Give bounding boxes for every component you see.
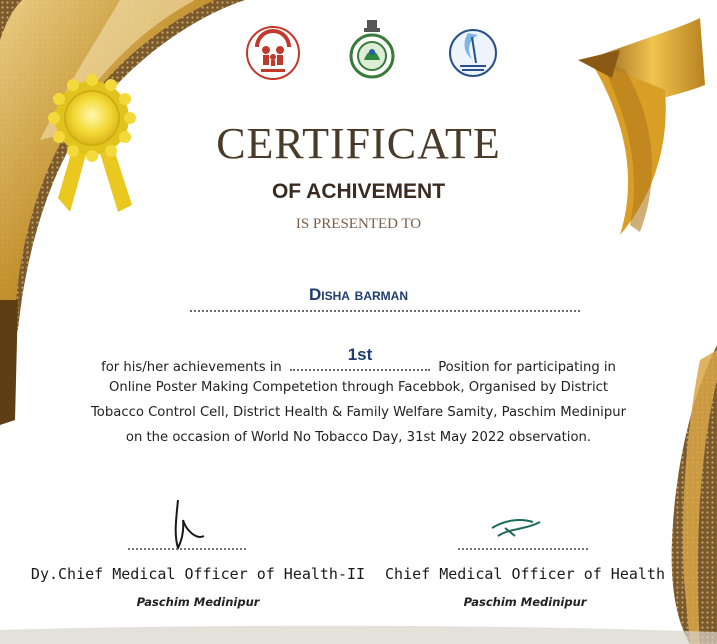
presented-to-text: IS PRESENTED TO [295, 216, 422, 232]
signature-left [176, 500, 204, 548]
national-health-mission-logo [245, 25, 301, 81]
body-line-3: Tobacco Control Cell, District Health & Family Welfare Samity, Paschim Medinipur [91, 405, 626, 420]
position-blank [290, 345, 430, 371]
signature-right [492, 520, 540, 536]
signature-line-right [458, 548, 588, 550]
body-line-2: Online Poster Making Competetion through Facebbok, Organised by District [108, 380, 609, 395]
signatory-title-left: Dy.Chief Medical Officer of Health-II [30, 565, 366, 583]
body-line-4: on the occasion of World No Tobacco Day, 31st May 2022 observation. [125, 430, 592, 445]
recipient-name: Disha barman [309, 285, 408, 304]
choose-life-not-tobacco-logo [448, 25, 498, 81]
position-value: 1st [347, 345, 373, 364]
west-bengal-emblem [348, 18, 396, 82]
certificate-subtitle: OF ACHIVEMENT [271, 180, 446, 203]
certificate-title: CERTIFICATE [216, 119, 501, 168]
recipient-name-line [190, 310, 580, 312]
signatory-title-right: Chief Medical Officer of Health [385, 565, 665, 583]
signature-line-left [128, 548, 246, 550]
signatory-place-right: Paschim Medinipur [463, 595, 587, 609]
signatory-place-left: Paschim Medinipur [136, 595, 260, 609]
body-line-1 [0, 345, 717, 375]
body-line-1-prefix: for his/her achievements in [101, 360, 282, 375]
body-line-1-suffix: Position for participating in [438, 360, 616, 375]
